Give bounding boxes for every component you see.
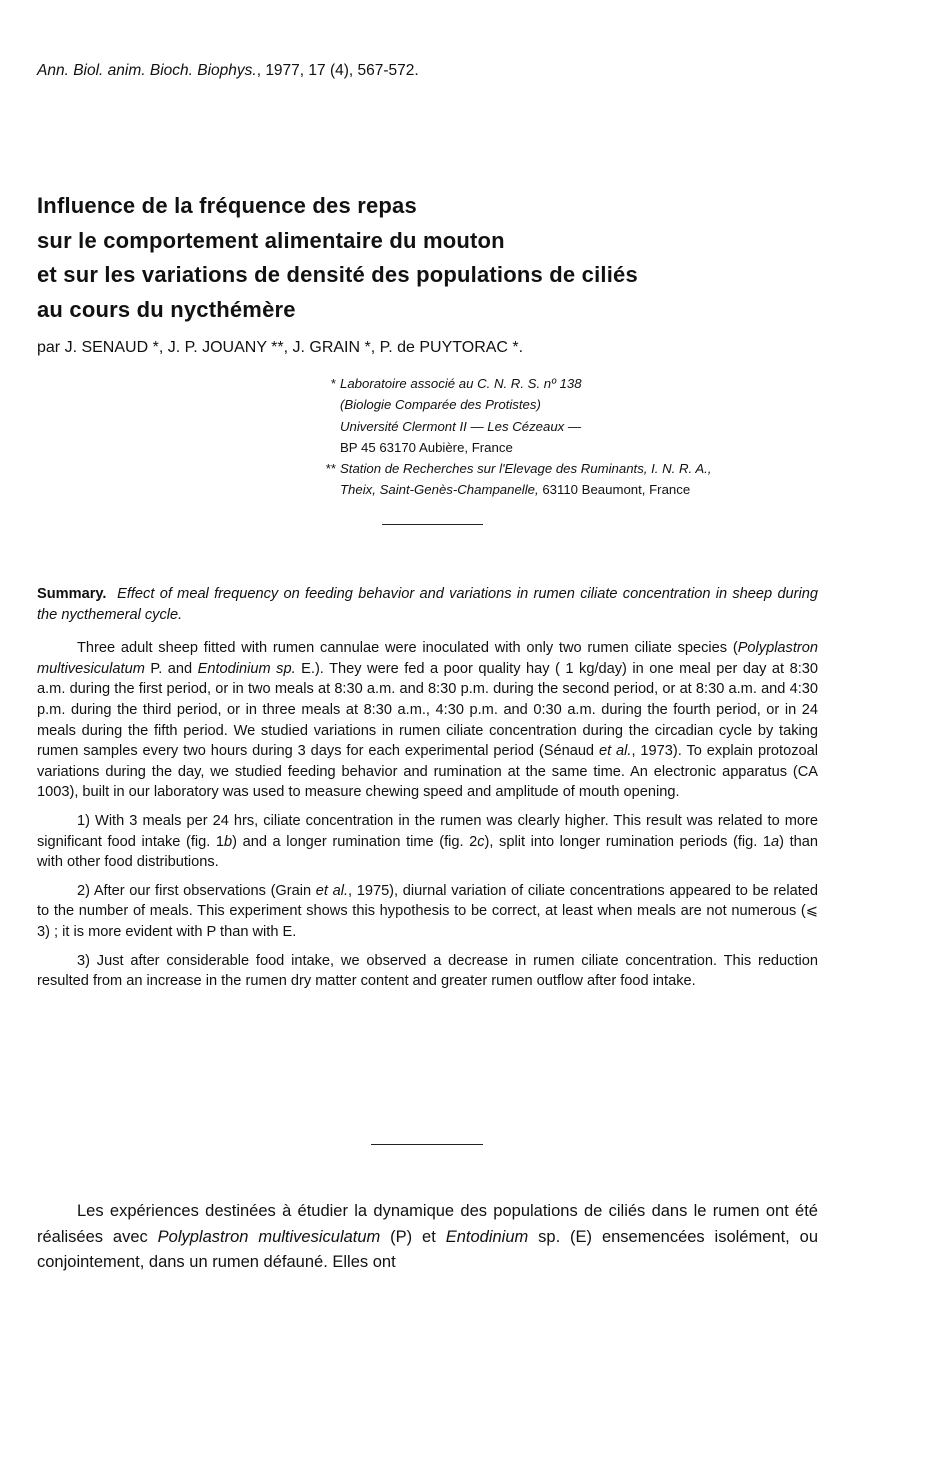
summary-subtitle: Effect of meal frequency on feeding behavior and variations in rumen ciliate concentration in sheep during the nycthemeral cycle. (37, 586, 819, 623)
journal-volume-pages: , 1977, 17 (4), 567-572. (256, 62, 419, 79)
summary-paragraph-4: 3) Just after considerable food intake, we observed a decrease in rumen ciliate concentration. This reduction resulted from an increase in the rumen dry matter content and greater rumen outflow after food intake. (37, 952, 818, 990)
affiliation-1-line-4: BP 45 63170 Aubière, France (340, 439, 513, 455)
summary-heading: Summary. (37, 586, 107, 602)
title-line-2: sur le comportement alimentaire du mouton (37, 227, 505, 253)
affiliation-2-marker: ** (325, 461, 336, 477)
separator-rule (370, 524, 483, 525)
affiliation-1-marker: * (330, 376, 336, 391)
summary-paragraph-3: 2) After our first observations (Grain et al., 1975), diurnal variation of ciliate concentrations appeared to be related to the number of meals. This experiment shows this hypothesis to be correct, at least when meals are not numerous (⩽ 3) ; it is more evident with P than with E. (37, 882, 818, 940)
affiliation-2-line-1: ** Station de Recherches sur l'Elevage des Ruminants, I. N. R. A., (314, 458, 711, 479)
title-line-4: au cours du nycthémère (37, 296, 296, 322)
article-title (37, 189, 857, 327)
title-line-3: et sur les variations de densité des populations de ciliés (37, 262, 638, 287)
affiliation-2-line-2: Theix, Saint-Genès-Champanelle, 63110 Beaumont, France (340, 482, 691, 498)
title-line-1: Influence de la fréquence des repas (37, 193, 417, 218)
author-list: par J. SENAUD *, J. P. JOUANY **, J. GRAIN *, P. de PUYTORAC *. (37, 339, 524, 356)
summary-paragraph-2: 1) With 3 meals per 24 hrs, ciliate concentration in the rumen was clearly higher. This result was related to more significant food intake (fig. 1b) and a longer rumination time (fig. 2c), split into longer rumination periods (fig. 1a) than with other food distributions. (37, 812, 819, 871)
journal-citation (37, 62, 419, 80)
journal-name: Ann. Biol. anim. Bioch. Biophys. (37, 62, 257, 79)
affiliation-1-line-3: Université Clermont II — Les Cézeaux — (340, 418, 582, 434)
summary-section (37, 584, 818, 992)
separator-rule-2 (371, 1144, 483, 1145)
body-paragraph: Les expériences destinées à étudier la dynamique des populations de ciliés dans le rumen ont été réalisées avec Polyplastron multivesiculatum (P) et Entodinium sp. (E) ensemencées isolément, ou conjointement, dans un rumen défauné. Elles ont (37, 1202, 818, 1271)
affiliation-1-line-1: * Laboratoire associé au C. N. R. S. nº 138 (314, 373, 711, 394)
affiliation-1-line-2: (Biologie Comparée des Protistes) (340, 397, 541, 413)
summary-heading-line (37, 584, 818, 625)
affiliations (314, 373, 711, 501)
summary-paragraph-1: Three adult sheep fitted with rumen cannulae were inoculated with only two rumen ciliate species (Polyplastron multivesiculatum P. and Entodinium sp. E.). They were fed a poor quality hay ( 1 kg/day) in one meal per day at 8:30 a.m. during the first period, or in two meals at 8:30 a.m. and 8:30 p.m. during the second period, or at 8:30 a.m. and 4:30 p.m. during the third period, or in three meals at 8:30 a.m., 4:30 p.m. and 0:30 a.m. during the fourth period, or in 24 meals during the fifth period. We studied variations in rumen ciliate concentration during the circadian cycle by taking rumen samples every two hours during 3 days for each experimental period (Sénaud et al., 1973). To explain protozoal variations during the day, we studied feeding behavior and rumination at the same time. An electronic apparatus (CA 1003), built in our laboratory was used to measure chewing speed and amplitude of mouth opening. (37, 640, 818, 801)
